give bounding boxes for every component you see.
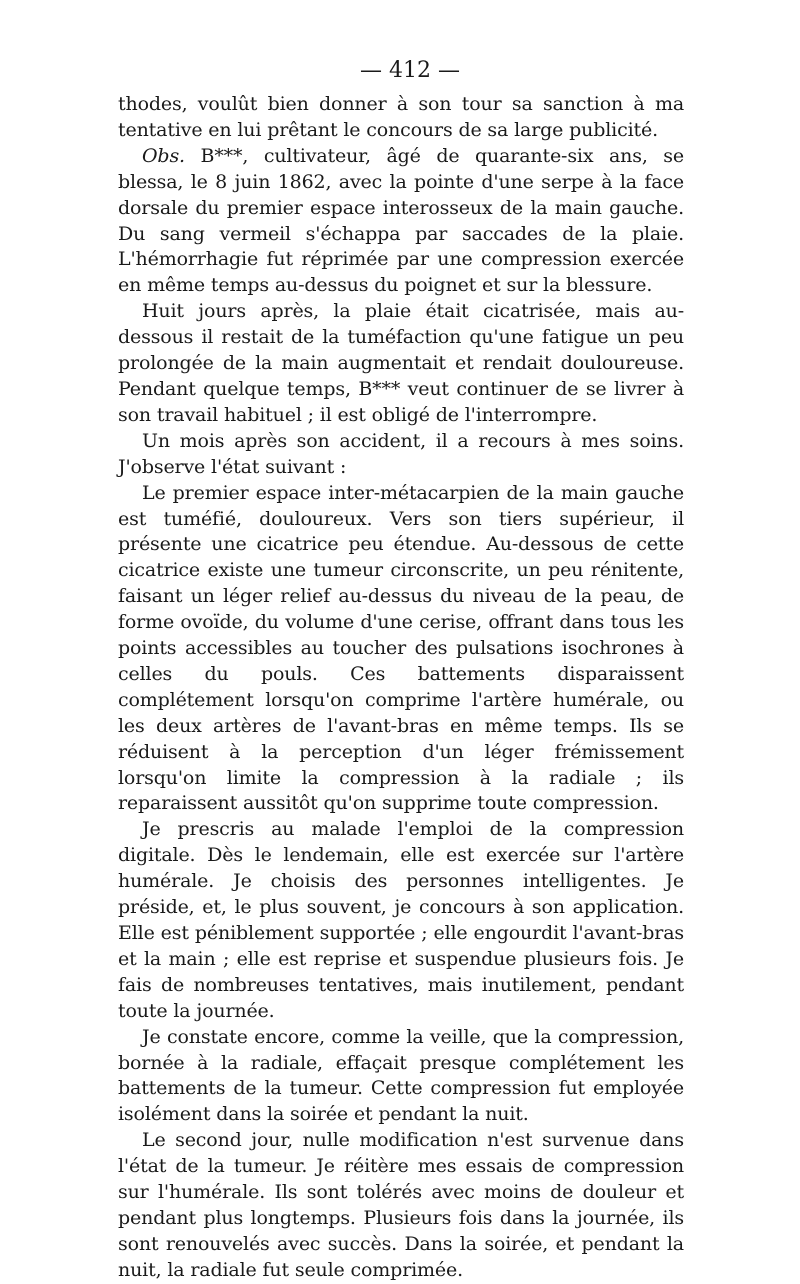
paragraph-3: Huit jours après, la plaie était cicatrisée, mais au-dessous il restait de la tuméfaction qu'une fatigue un peu prolongée de la main augmentait et rendait douloureuse. Pendant quelque temps, B*** veut continuer de se livrer à son travail habituel ; il est obligé de l'interrompre. [118,300,684,426]
paragraph-obs [118,144,684,299]
paragraph-obs-text: B***, cultivateur, âgé de quarante-six ans, se blessa, le 8 juin 1862, avec la pointe d'une serpe à la face dorsale du premier espace interosseux de la main gauche. Du sang vermeil s'échappa par saccades de la plaie. L'hémorrhagie fut réprimée par une compression exercée en même temps au-dessus du poignet et sur la blessure. [118,144,684,297]
paragraph-1: thodes, voulût bien donner à son tour sa sanction à ma tentative en lui prêtant le concours de sa large publicité. [118,93,684,141]
obs-label: Obs. [142,144,185,167]
page-number: — 412 — [360,58,460,83]
paragraph-4: Un mois après son accident, il a recours à mes soins. J'observe l'état suivant : [118,429,684,478]
paragraph-8: Le second jour, nulle modification n'est survenue dans l'état de la tumeur. Je réitère mes essais de compression sur l'humérale. Ils sont tolérés avec moins de douleur et pendant plus longtemps. Plusieurs fois dans la journée, ils sont renouvelés avec succès. Dans la soirée, et pendant la nuit, la radiale fut seule comprimée. [118,1129,684,1281]
paragraph-7: Je constate encore, comme la veille, que la compression, bornée à la radiale, effaçait presque complétement les battements de la tumeur. Cette compression fut employée isolément dans la soirée et pendant la nuit. [118,1025,684,1126]
page [118,56,684,1284]
paragraph-6: Je prescris au malade l'emploi de la compression digitale. Dès le lendemain, elle est exercée sur l'artère humérale. Je choisis des personnes intelligentes. Je préside, et, le plus souvent, je concours à son application. Elle est péniblement supportée ; elle engourdit l'avant-bras et la main ; elle est reprise et suspendue plusieurs fois. Je fais de nombreuses tentatives, mais inutilement, pendant toute la journée. [118,818,684,1022]
paragraph-5: Le premier espace inter-métacarpien de la main gauche est tuméfié, douloureux. Vers son tiers supérieur, il présente une cicatrice peu étendue. Au-dessous de cette cicatrice existe une tumeur circonscrite, un peu rénitente, faisant un léger relief au-dessus du niveau de la peau, de forme ovoïde, du volume d'une cerise, offrant dans tous les points accessibles au toucher des pulsations isochrones à celles du pouls. Ces battements disparaissent complétement lorsqu'on comprime l'artère humérale, ou les deux artères de l'avant-bras en même temps. Ils se réduisent à la perception d'un léger frémissement lorsqu'on limite la compression à la radiale ; ils reparaissent aussitôt qu'on supprime toute compression. [118,481,684,815]
body-text [118,92,684,1284]
